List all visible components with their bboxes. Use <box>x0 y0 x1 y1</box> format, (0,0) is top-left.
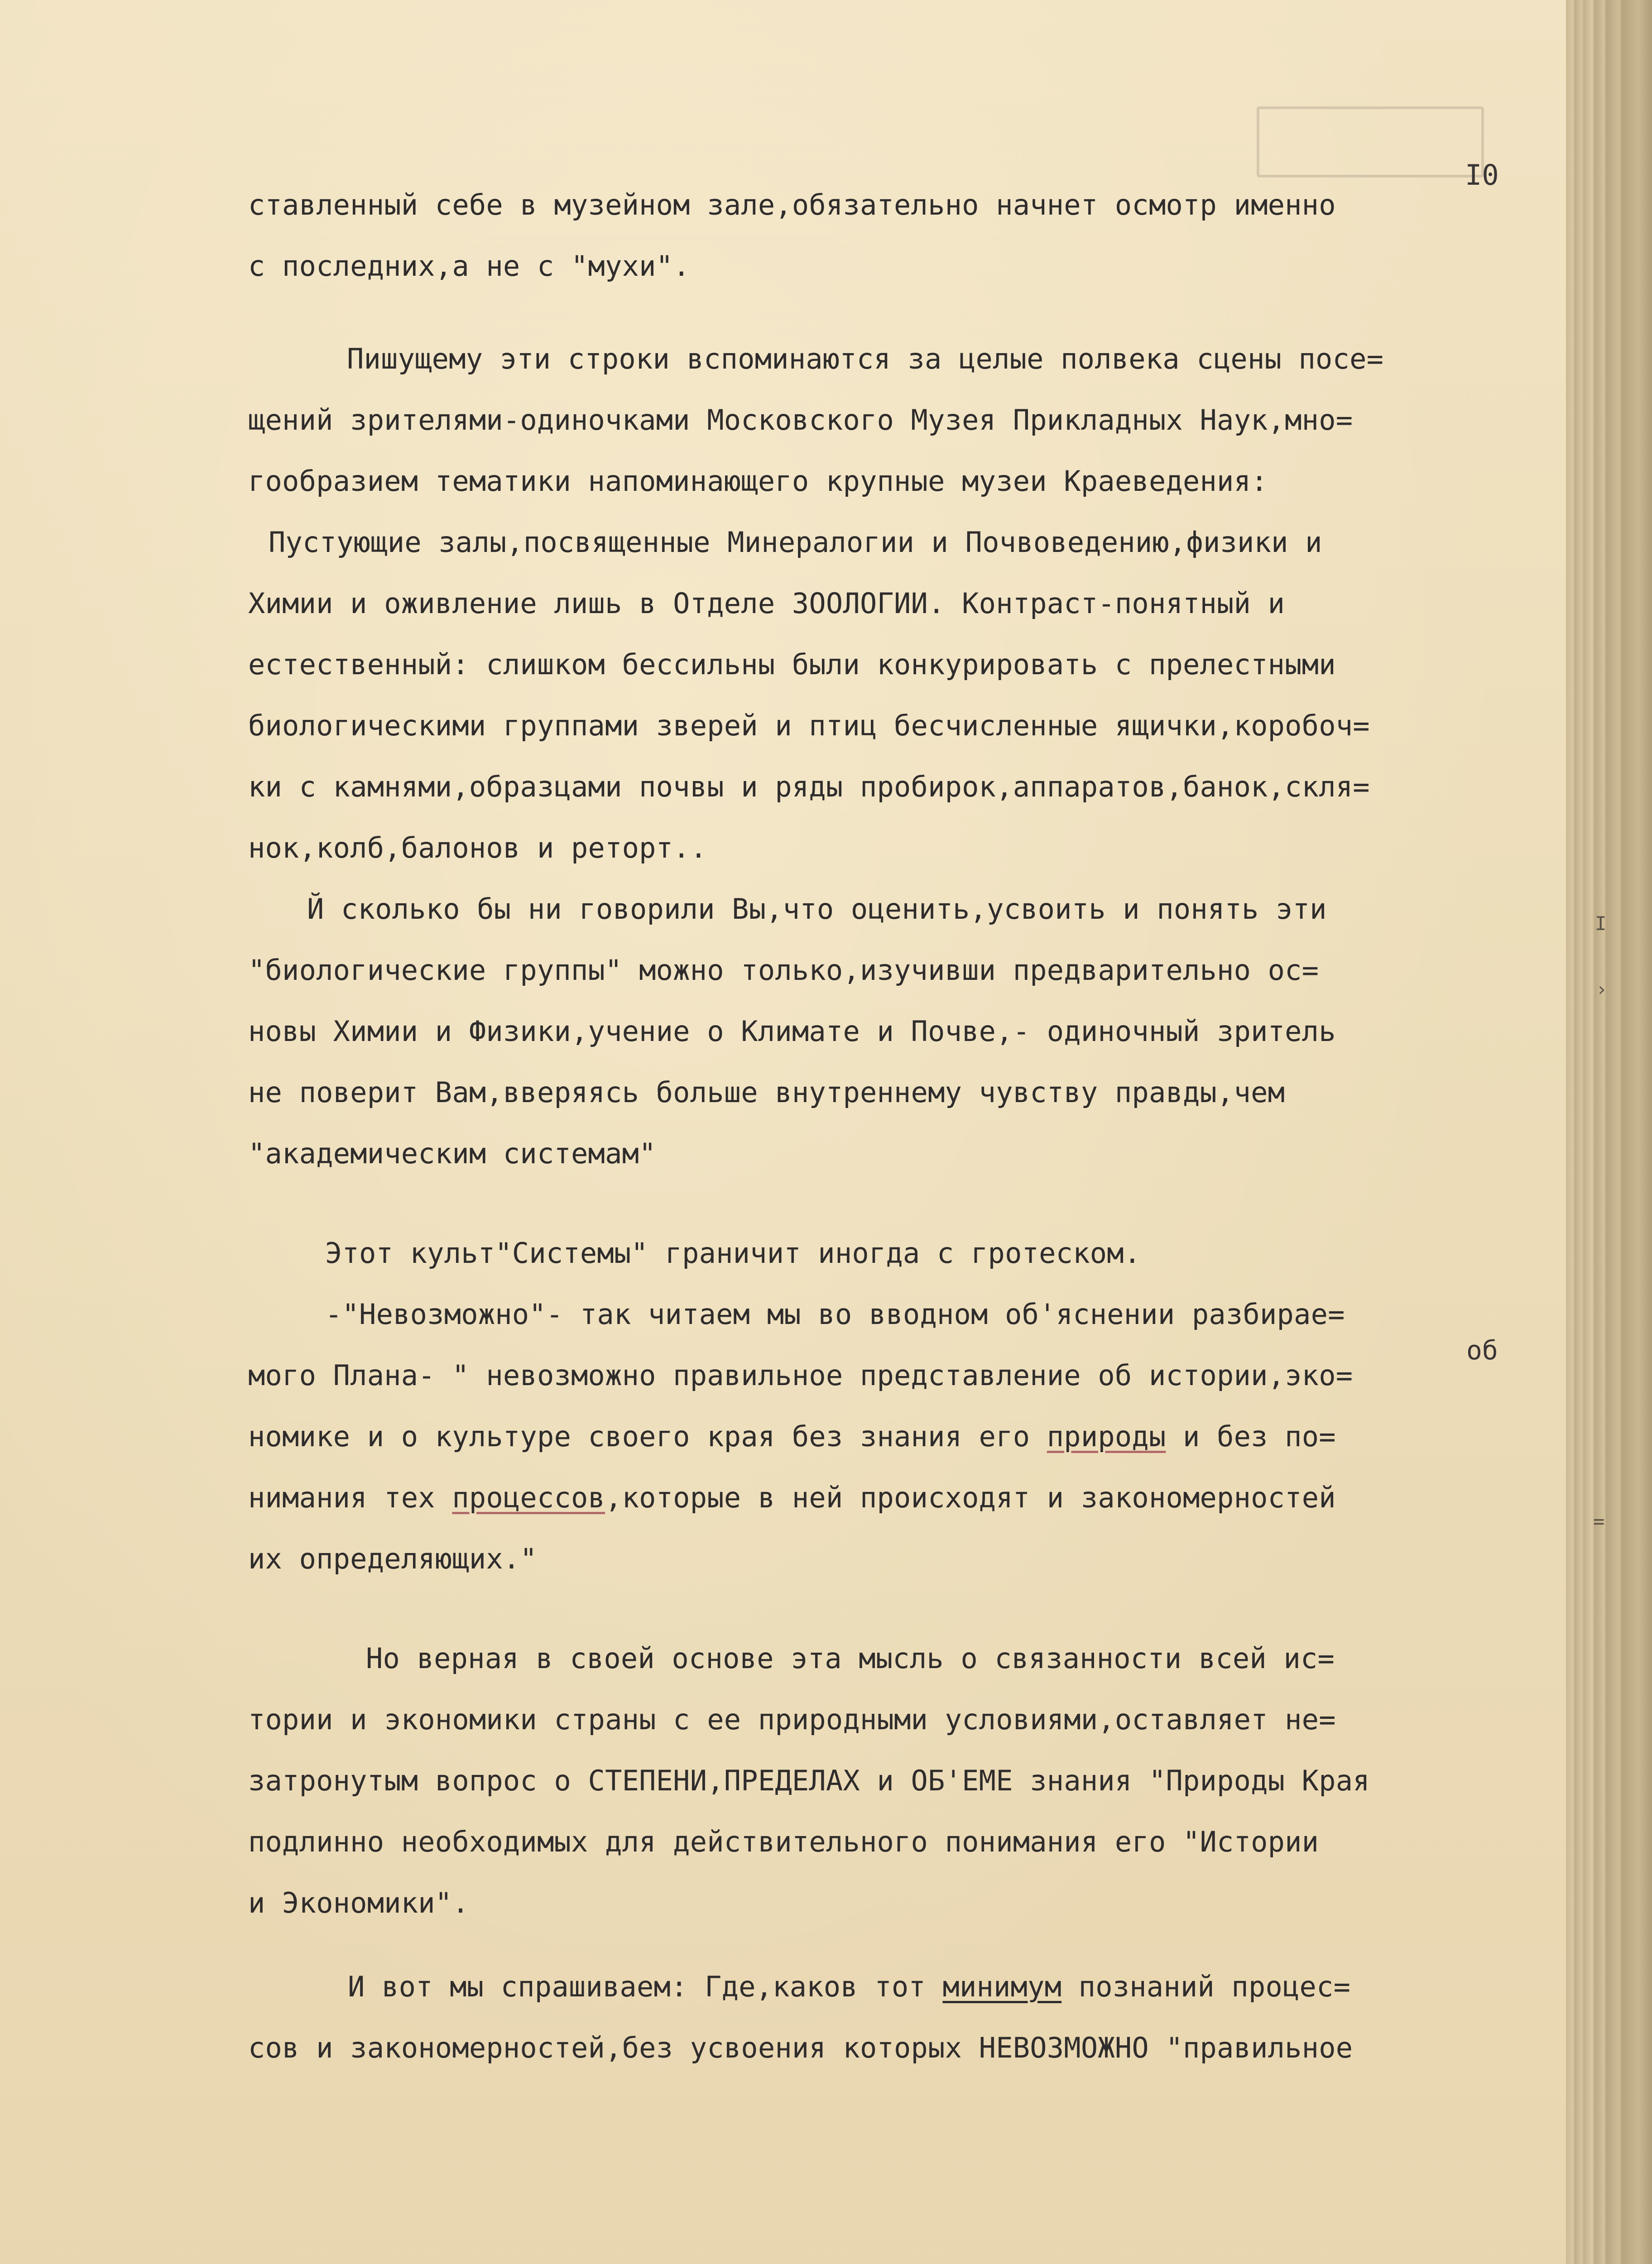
page-number: I0 <box>1465 158 1499 192</box>
margin-mark: › <box>1596 978 1608 1000</box>
text-line: -"Невозможно"- так читаем мы во вводном об'яснении разбирае= <box>325 1298 1345 1331</box>
margin-mark: I <box>1595 912 1607 935</box>
text-span: познаний процес= <box>1061 1970 1351 2003</box>
text-line: затронутым вопрос о СТЕПЕНИ,ПРЕДЕЛАХ и ОБ'ЕМЕ знания "Природы Края <box>248 1764 1370 1797</box>
text-line: Пишущему эти строки вспоминаются за целые полвека сцены посе= <box>347 342 1384 375</box>
text-span: ,которые в ней происходят и закономерностей <box>605 1481 1336 1514</box>
text-line: ки с камнями,образцами почвы и ряды пробирок,аппаратов,банок,скля= <box>248 770 1370 803</box>
text-line: гообразием тематики напоминающего крупные музеи Краеведения: <box>248 465 1268 498</box>
text-span: и без по= <box>1166 1420 1336 1453</box>
text-span: нимания тех <box>248 1481 452 1514</box>
handwritten-insertion: об <box>1466 1335 1498 1366</box>
underlined-word: природы <box>1047 1420 1166 1453</box>
underlined-word: минимум <box>942 1970 1062 2003</box>
text-line: и Экономики". <box>248 1886 469 1919</box>
text-span: номике и о культуре своего края без знания его <box>248 1420 1047 1453</box>
text-span: И вот мы спрашиваем: Где,каков тот <box>348 1970 943 2003</box>
text-line: не поверит Вам,вверяясь больше внутреннему чувству правды,чем <box>248 1076 1285 1109</box>
text-line: с последних,а не с "мухи". <box>248 249 690 283</box>
text-line <box>348 1971 1350 2003</box>
margin-mark: = <box>1593 1510 1605 1532</box>
text-line: сов и закономерностей,без усвоения которых НЕВОЗМОЖНО "правильное <box>248 2031 1353 2064</box>
text-line: щений зрителями-одиночками Московского Музея Прикладных Наук,мно= <box>248 403 1353 436</box>
text-line: Й сколько бы ни говорили Вы,что оценить,усвоить и понять эти <box>307 892 1327 926</box>
text-line: "академическим системам" <box>248 1137 656 1170</box>
text-line: естественный: слишком бессильны были конкурировать с прелестными <box>248 648 1336 681</box>
text-line: биологическими группами зверей и птиц бесчисленные ящички,коробоч= <box>248 709 1370 742</box>
faded-stamp <box>1257 106 1484 177</box>
text-line: их определяющих." <box>248 1542 537 1575</box>
text-line: новы Химии и Физики,учение о Климате и Почве,- одиночный зритель <box>248 1015 1336 1048</box>
underlined-word: процессов <box>452 1481 605 1514</box>
text-line: Но верная в своей основе эта мысль о связанности всей ис= <box>366 1642 1335 1675</box>
text-line <box>248 1421 1336 1453</box>
text-line: Химии и оживление лишь в Отделе ЗООЛОГИИ. Контраст-понятный и <box>248 587 1285 620</box>
page-edge-stack <box>1566 0 1652 2264</box>
text-line: тории и экономики страны с ее природными условиями,оставляет не= <box>248 1703 1336 1736</box>
text-line <box>248 1482 1336 1514</box>
text-line: ставленный себе в музейном зале,обязательно начнет осмотр именно <box>248 188 1336 221</box>
text-line: нок,колб,балонов и реторт.. <box>248 831 707 864</box>
text-line: подлинно необходимых для действительного понимания его "Истории <box>248 1825 1319 1858</box>
text-line: Пустующие залы,посвященные Минералогии и Почвоведению,физики и <box>269 526 1322 559</box>
text-line: Этот культ"Системы" граничит иногда с гротеском. <box>325 1237 1141 1270</box>
text-line: мого Плана- " невозможно правильное представление об истории,эко= <box>248 1359 1353 1392</box>
text-line: "биологические группы" можно только,изучивши предварительно ос= <box>248 954 1319 987</box>
